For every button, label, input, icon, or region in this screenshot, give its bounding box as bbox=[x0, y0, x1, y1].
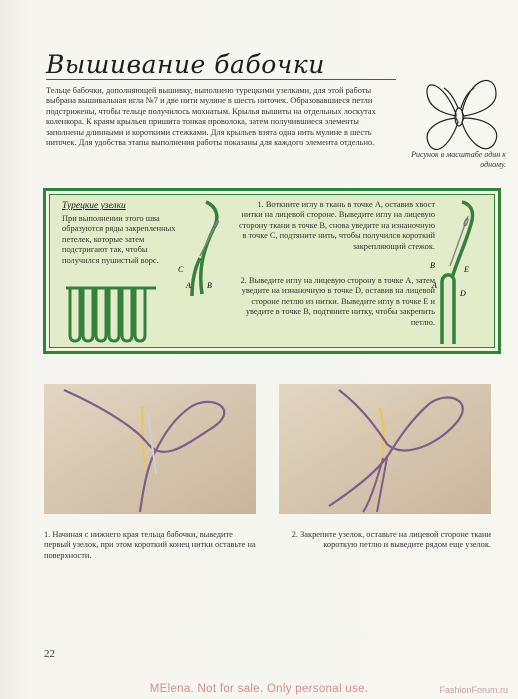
photo-step-2 bbox=[279, 384, 491, 514]
title-underline bbox=[46, 79, 396, 80]
knot-title: Турецкие узелки bbox=[62, 201, 126, 211]
intro-paragraph: Тельце бабочки, дополняющей вышивку, выполнено турецкими узелками, для этой работы выбрана вышивальная игла №7 и две нити мулине в шесть ниточек. Образовавшиеся петли подстрижены, чтобы тельце получилось мохнатым. Крылья вышиты на отдельных лоскутах коленкора. К краям крыльев пришита тонкая проволока, затем получившиеся элементы заполнены длинными и короткими стежками. Для крыльев взята одна нить мулине в шесть ниточек. Для удобства этапы выполнения работы показаны для каждого элемента отдельно. bbox=[46, 86, 376, 148]
loops-illustration bbox=[62, 283, 162, 345]
step-1-text: 1. Воткните иглу в ткань в точке А, оставив хвост нитки на лицевой стороне. Выведите иглу на лицевую сторону ткани в точке В, снова уведите на изнаночную в точке С, подтяните нить, чтобы получился короткий закрепляющий стежок. bbox=[238, 200, 435, 251]
label-d: D bbox=[460, 289, 466, 298]
caption-step-2: 2. Закрепите узелок, оставьте на лицевой стороне ткани короткую петлю и выведите рядом еще узелок. bbox=[291, 530, 491, 550]
step2-diagram bbox=[424, 198, 494, 348]
label-e: E bbox=[464, 265, 469, 274]
label-a: A bbox=[186, 281, 191, 290]
step1-diagram bbox=[170, 198, 234, 300]
caption-step-1: 1. Начиная с нижнего края тельца бабочки, выведите первый узелок, при этом короткий конец нитки оставьте на поверхности. bbox=[44, 530, 256, 560]
knot-description: При выполнении этого шва образуются ряды закрепленных петелек, которые затем подстригают так, чтобы получился пушистый ворс. bbox=[62, 214, 176, 265]
page-title: Вышивание бабочки bbox=[46, 50, 325, 79]
page-number: 22 bbox=[44, 648, 55, 660]
photo-step-1 bbox=[44, 384, 256, 514]
figure-caption: Рисунок в масштабе один к одному. bbox=[411, 150, 506, 169]
label-b-2: B bbox=[430, 261, 435, 270]
label-c: C bbox=[178, 265, 184, 274]
step-2-text: 2. Выведите иглу на лицевую сторону в точке А, затем уведите на изнаночную в точке D, оставив на лицевой стороне петлю из нитки. Выведите иглу в точке Е и уведите в точке В, подтяните нитку, чтобы закрепить петлю. bbox=[240, 276, 435, 327]
watermark-text: MElena. Not for sale. Only personal use. bbox=[149, 683, 369, 695]
site-watermark: FashionForum.ru bbox=[439, 685, 508, 695]
label-b: B bbox=[207, 281, 212, 290]
label-a-2: A bbox=[432, 281, 437, 290]
